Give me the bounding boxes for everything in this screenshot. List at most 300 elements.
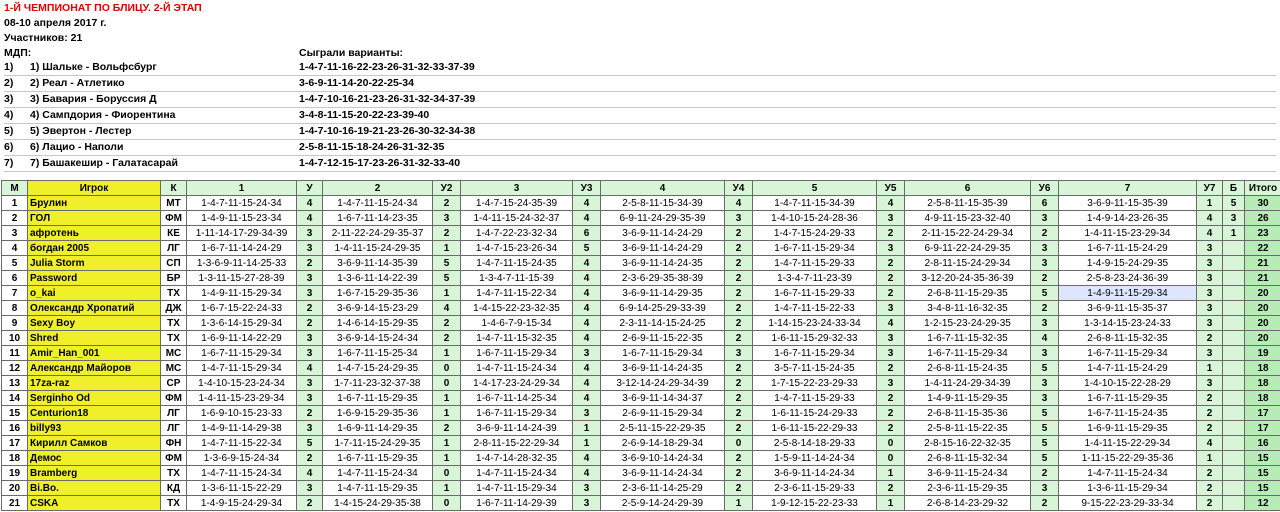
bonus-cell (1223, 331, 1245, 346)
score-cell: 3 (297, 346, 323, 361)
team-code: ТХ (161, 496, 187, 511)
total-cell: 20 (1245, 286, 1280, 301)
score-cell: 2 (725, 451, 753, 466)
variant-cell: 1-4-7-11-15-24-34 (1059, 466, 1197, 481)
col-header-variant-3: 3 (461, 181, 573, 196)
variant-cell: 1-3-4-7-11-23-39 (753, 271, 877, 286)
place-cell: 5 (2, 256, 28, 271)
score-cell: 3 (1197, 241, 1223, 256)
variant-cell: 1-6-7-11-15-25-34 (323, 346, 433, 361)
variant-cell: 1-4-7-15-24-29-35 (323, 361, 433, 376)
score-cell: 4 (1197, 436, 1223, 451)
variant-cell: 3-6-9-11-14-24-39 (461, 421, 573, 436)
variant-cell: 2-3-6-11-15-29-33 (753, 481, 877, 496)
variant-cell: 3-6-9-11-15-35-39 (1059, 196, 1197, 211)
variant-cell: 2-5-8-23-24-36-39 (1059, 271, 1197, 286)
score-cell: 4 (573, 316, 601, 331)
place-cell: 17 (2, 436, 28, 451)
score-cell: 2 (297, 451, 323, 466)
table-row (2, 301, 1280, 316)
score-cell: 3 (297, 391, 323, 406)
variant-cell: 1-4-9-15-24-29-34 (187, 496, 297, 511)
variant-cell: 1-4-9-15-24-29-35 (1059, 256, 1197, 271)
col-header-variant-2: 2 (323, 181, 433, 196)
player-name: Александр Майоров (28, 361, 161, 376)
score-cell: 2 (877, 481, 905, 496)
variant-cell: 1-6-7-11-15-29-34 (461, 406, 573, 421)
score-cell: 5 (1031, 436, 1059, 451)
variant-cell: 1-6-7-11-15-29-35 (1059, 391, 1197, 406)
score-cell: 5 (433, 256, 461, 271)
player-name: Bi.Bo. (28, 481, 161, 496)
match-variants: 1-4-7-12-15-17-23-26-31-32-33-40 (299, 157, 461, 169)
team-code: ТХ (161, 331, 187, 346)
score-cell: 1 (433, 391, 461, 406)
score-cell: 2 (725, 226, 753, 241)
col-header-score-5: У5 (877, 181, 905, 196)
variant-cell: 2-6-8-11-15-32-35 (1059, 331, 1197, 346)
score-cell: 2 (877, 256, 905, 271)
variant-cell: 4-9-11-15-23-32-40 (905, 211, 1031, 226)
score-cell: 5 (1031, 406, 1059, 421)
player-name: Amir_Han_001 (28, 346, 161, 361)
variant-cell: 1-4-7-15-23-26-34 (461, 241, 573, 256)
variant-cell: 1-4-7-14-28-32-35 (461, 451, 573, 466)
match-variants: 1-4-7-10-16-21-23-26-31-32-34-37-39 (299, 93, 476, 105)
score-cell: 2 (725, 271, 753, 286)
place-cell: 16 (2, 421, 28, 436)
player-name: Sexy Boy (28, 316, 161, 331)
variant-cell: 2-3-6-29-35-38-39 (601, 271, 725, 286)
variant-cell: 1-3-6-11-15-29-34 (1059, 481, 1197, 496)
col-header-team: К (161, 181, 187, 196)
score-cell: 2 (433, 331, 461, 346)
match-name: 5) Эвертон - Лестер (30, 125, 132, 137)
score-cell: 2 (297, 301, 323, 316)
player-name: Кирилл Самков (28, 436, 161, 451)
variant-cell: 1-6-11-15-22-29-33 (753, 421, 877, 436)
score-cell: 3 (1197, 301, 1223, 316)
score-cell: 3 (877, 301, 905, 316)
score-cell: 2 (877, 226, 905, 241)
bonus-cell (1223, 376, 1245, 391)
variant-cell: 1-4-7-11-15-22-33 (753, 301, 877, 316)
table-row (2, 376, 1280, 391)
place-cell: 12 (2, 361, 28, 376)
place-cell: 1 (2, 196, 28, 211)
match-number: 4) (4, 109, 14, 121)
score-cell: 3 (1031, 481, 1059, 496)
variant-cell: 1-3-6-11-14-22-39 (323, 271, 433, 286)
player-name: Брулин (28, 196, 161, 211)
variant-cell: 1-11-15-22-29-35-36 (1059, 451, 1197, 466)
variant-cell: 1-4-7-11-15-29-33 (753, 256, 877, 271)
score-cell: 0 (877, 436, 905, 451)
team-code: КД (161, 481, 187, 496)
score-cell: 5 (1031, 421, 1059, 436)
place-cell: 8 (2, 301, 28, 316)
variant-cell: 1-6-7-11-15-29-35 (323, 391, 433, 406)
score-cell: 2 (877, 361, 905, 376)
score-cell: 3 (297, 271, 323, 286)
variant-cell: 1-6-7-11-14-23-35 (323, 211, 433, 226)
team-code: ЛГ (161, 241, 187, 256)
variant-cell: 3-6-9-11-14-24-34 (601, 466, 725, 481)
variant-cell: 1-4-7-15-24-35-39 (461, 196, 573, 211)
score-cell: 4 (573, 451, 601, 466)
table-row (2, 496, 1280, 511)
score-cell: 4 (1197, 211, 1223, 226)
variant-cell: 2-5-8-11-15-35-39 (905, 196, 1031, 211)
variant-cell: 6-9-11-24-29-35-39 (601, 211, 725, 226)
score-cell: 2 (1197, 481, 1223, 496)
place-cell: 2 (2, 211, 28, 226)
variant-cell: 1-5-9-11-14-24-34 (753, 451, 877, 466)
score-cell: 0 (725, 436, 753, 451)
score-cell: 0 (433, 496, 461, 511)
match-list (4, 60, 1276, 172)
table-row (2, 466, 1280, 481)
score-cell: 1 (877, 466, 905, 481)
variant-cell: 1-4-11-15-24-29-35 (323, 241, 433, 256)
variant-cell: 1-6-7-11-15-29-33 (753, 286, 877, 301)
score-cell: 0 (433, 466, 461, 481)
score-cell: 4 (725, 196, 753, 211)
table-row (2, 451, 1280, 466)
variant-cell: 3-5-7-11-15-24-35 (753, 361, 877, 376)
score-cell: 5 (433, 271, 461, 286)
variant-cell: 1-4-7-11-15-29-33 (753, 391, 877, 406)
score-cell: 3 (877, 331, 905, 346)
bonus-cell (1223, 316, 1245, 331)
col-header-score-3: У3 (573, 181, 601, 196)
match-name: 3) Бавария - Боруссия Д (30, 93, 157, 105)
score-cell: 3 (725, 211, 753, 226)
score-cell: 5 (1031, 286, 1059, 301)
score-cell: 3 (725, 346, 753, 361)
bonus-cell (1223, 241, 1245, 256)
player-name: афротень (28, 226, 161, 241)
table-row (2, 286, 1280, 301)
player-name: Centurion18 (28, 406, 161, 421)
score-cell: 4 (433, 301, 461, 316)
variant-cell: 1-4-7-11-15-24-34 (187, 196, 297, 211)
variant-cell: 3-6-9-11-14-24-29 (601, 241, 725, 256)
score-cell: 3 (877, 211, 905, 226)
place-cell: 19 (2, 466, 28, 481)
variant-cell: 2-6-9-11-15-22-35 (601, 331, 725, 346)
variant-cell: 2-8-11-15-22-29-34 (461, 436, 573, 451)
score-cell: 1 (433, 286, 461, 301)
match-number: 7) (4, 157, 14, 169)
bonus-cell (1223, 406, 1245, 421)
match-name: 7) Башакешир - Галатасарай (30, 157, 178, 169)
player-name: Password (28, 271, 161, 286)
col-header-score-1: У (297, 181, 323, 196)
variant-cell: 1-3-14-15-23-24-33 (1059, 316, 1197, 331)
variant-cell: 2-11-15-22-24-29-34 (905, 226, 1031, 241)
score-cell: 5 (297, 436, 323, 451)
col-header-score-7: У7 (1197, 181, 1223, 196)
team-code: МС (161, 361, 187, 376)
variant-cell: 3-6-9-11-14-24-29 (601, 226, 725, 241)
score-cell: 3 (297, 376, 323, 391)
player-name: Демос (28, 451, 161, 466)
match-number: 1) (4, 61, 14, 73)
score-cell: 0 (433, 376, 461, 391)
variant-cell: 1-4-7-11-15-32-35 (461, 331, 573, 346)
total-cell: 17 (1245, 406, 1280, 421)
variant-cell: 3-6-9-14-15-23-29 (323, 301, 433, 316)
score-cell: 4 (573, 286, 601, 301)
score-cell: 4 (573, 376, 601, 391)
match-variants: 2-5-8-11-15-18-24-26-31-32-35 (299, 141, 445, 153)
team-code: ФМ (161, 211, 187, 226)
participants-count: Участников: 21 (4, 32, 83, 44)
table-row (2, 316, 1280, 331)
variant-cell: 1-6-7-15-22-24-33 (187, 301, 297, 316)
score-cell: 2 (877, 421, 905, 436)
score-cell: 2 (877, 286, 905, 301)
variant-cell: 1-4-7-11-15-29-35 (323, 481, 433, 496)
place-cell: 6 (2, 271, 28, 286)
bonus-cell: 5 (1223, 196, 1245, 211)
total-cell: 19 (1245, 346, 1280, 361)
team-code: ТХ (161, 316, 187, 331)
score-cell: 3 (1031, 316, 1059, 331)
table-row (2, 391, 1280, 406)
score-cell: 1 (433, 346, 461, 361)
match-number: 3) (4, 93, 14, 105)
team-code: МС (161, 346, 187, 361)
variant-cell: 1-4-9-11-15-29-35 (905, 391, 1031, 406)
table-header-row (2, 181, 1280, 196)
total-cell: 18 (1245, 391, 1280, 406)
match-variants: 1-4-7-11-16-22-23-26-31-32-33-37-39 (299, 61, 475, 73)
score-cell: 3 (1197, 346, 1223, 361)
variant-cell: 1-4-7-11-15-34-39 (753, 196, 877, 211)
variant-cell: 1-4-10-15-24-28-36 (753, 211, 877, 226)
variant-cell: 3-6-9-11-15-24-34 (905, 466, 1031, 481)
score-cell: 4 (297, 466, 323, 481)
table-row (2, 421, 1280, 436)
variant-cell: 3-6-9-11-14-24-35 (601, 361, 725, 376)
score-cell: 3 (1031, 241, 1059, 256)
col-header-bonus: Б (1223, 181, 1245, 196)
match-number: 5) (4, 125, 14, 137)
variant-cell: 1-6-7-11-15-29-34 (905, 346, 1031, 361)
score-cell: 2 (725, 406, 753, 421)
team-code: КЕ (161, 226, 187, 241)
score-cell: 3 (1197, 316, 1223, 331)
score-cell: 1 (573, 421, 601, 436)
variant-cell: 1-6-9-15-29-35-36 (323, 406, 433, 421)
bonus-cell (1223, 466, 1245, 481)
score-cell: 3 (573, 496, 601, 511)
score-cell: 4 (877, 316, 905, 331)
variant-cell: 1-9-12-15-22-23-33 (753, 496, 877, 511)
variant-cell: 1-4-11-24-29-34-39 (905, 376, 1031, 391)
total-cell: 21 (1245, 256, 1280, 271)
score-cell: 3 (297, 421, 323, 436)
col-header-variant-7: 7 (1059, 181, 1197, 196)
variant-cell: 1-6-7-11-15-29-34 (753, 241, 877, 256)
bonus-cell (1223, 481, 1245, 496)
variant-cell: 1-6-7-11-15-29-34 (1059, 346, 1197, 361)
variant-cell: 1-6-9-10-15-23-33 (187, 406, 297, 421)
team-code: СР (161, 376, 187, 391)
table-row (2, 196, 1280, 211)
player-name: CSKA (28, 496, 161, 511)
bonus-cell (1223, 286, 1245, 301)
score-cell: 3 (1197, 286, 1223, 301)
variant-cell: 1-6-11-15-24-29-33 (753, 406, 877, 421)
col-header-variant-1: 1 (187, 181, 297, 196)
score-cell: 1 (725, 496, 753, 511)
total-cell: 17 (1245, 421, 1280, 436)
score-cell: 2 (1031, 301, 1059, 316)
score-cell: 3 (1197, 271, 1223, 286)
bonus-cell (1223, 391, 1245, 406)
total-cell: 20 (1245, 301, 1280, 316)
player-name: Bramberg (28, 466, 161, 481)
results-body (2, 196, 1280, 511)
event-dates: 08-10 апреля 2017 г. (4, 17, 107, 29)
variant-cell: 1-6-7-11-15-24-35 (1059, 406, 1197, 421)
score-cell: 3 (877, 376, 905, 391)
variant-cell: 1-3-4-7-11-15-39 (461, 271, 573, 286)
score-cell: 2 (1031, 466, 1059, 481)
score-cell: 2 (725, 421, 753, 436)
table-row (2, 406, 1280, 421)
variant-cell: 1-4-7-15-24-29-33 (753, 226, 877, 241)
variant-cell: 1-4-6-7-9-15-34 (461, 316, 573, 331)
table-row (2, 271, 1280, 286)
score-cell: 1 (433, 241, 461, 256)
score-cell: 1 (1197, 196, 1223, 211)
col-header-score-6: У6 (1031, 181, 1059, 196)
score-cell: 3 (877, 346, 905, 361)
variant-cell: 1-6-7-15-29-35-36 (323, 286, 433, 301)
score-cell: 3 (1197, 256, 1223, 271)
variant-cell: 1-6-9-11-14-29-35 (323, 421, 433, 436)
score-cell: 3 (1031, 376, 1059, 391)
table-row (2, 481, 1280, 496)
score-cell: 2 (297, 406, 323, 421)
place-cell: 11 (2, 346, 28, 361)
score-cell: 4 (877, 196, 905, 211)
total-cell: 18 (1245, 376, 1280, 391)
variant-cell: 1-4-7-11-15-24-34 (323, 466, 433, 481)
score-cell: 4 (573, 466, 601, 481)
score-cell: 6 (1031, 196, 1059, 211)
variant-cell: 2-6-8-14-23-29-32 (905, 496, 1031, 511)
place-cell: 18 (2, 451, 28, 466)
col-header-variant-6: 6 (905, 181, 1031, 196)
bonus-cell: 1 (1223, 226, 1245, 241)
place-cell: 10 (2, 331, 28, 346)
score-cell: 2 (725, 481, 753, 496)
score-cell: 1 (433, 406, 461, 421)
variant-cell: 2-8-11-15-24-29-34 (905, 256, 1031, 271)
total-cell: 26 (1245, 211, 1280, 226)
variant-cell: 1-4-7-11-15-29-34 (461, 481, 573, 496)
col-header-place: М (2, 181, 28, 196)
variant-cell: 3-6-9-11-14-29-35 (601, 286, 725, 301)
total-cell: 15 (1245, 481, 1280, 496)
table-row (2, 346, 1280, 361)
score-cell: 2 (725, 466, 753, 481)
score-cell: 2 (725, 361, 753, 376)
variant-cell: 2-5-8-14-18-29-33 (753, 436, 877, 451)
score-cell: 2 (297, 316, 323, 331)
score-cell: 5 (1031, 361, 1059, 376)
place-cell: 15 (2, 406, 28, 421)
score-cell: 2 (725, 391, 753, 406)
variant-cell: 1-6-7-11-15-32-35 (905, 331, 1031, 346)
player-name: Julia Storm (28, 256, 161, 271)
score-cell: 2 (433, 421, 461, 436)
place-cell: 4 (2, 241, 28, 256)
score-cell: 5 (573, 241, 601, 256)
team-code: МТ (161, 196, 187, 211)
variant-cell: 1-3-6-9-15-24-34 (187, 451, 297, 466)
variant-cell: 1-3-6-14-15-29-34 (187, 316, 297, 331)
variant-cell: 2-3-6-11-15-29-35 (905, 481, 1031, 496)
variant-cell: 1-3-6-11-15-22-29 (187, 481, 297, 496)
variant-cell: 3-12-14-24-29-34-39 (601, 376, 725, 391)
table-row (2, 211, 1280, 226)
match-row (4, 92, 1276, 108)
variant-cell: 3-6-9-14-15-24-34 (323, 331, 433, 346)
variant-cell: 2-6-9-14-18-29-34 (601, 436, 725, 451)
score-cell: 3 (1197, 376, 1223, 391)
total-cell: 22 (1245, 241, 1280, 256)
variant-cell: 1-6-11-15-29-32-33 (753, 331, 877, 346)
total-cell: 30 (1245, 196, 1280, 211)
score-cell: 2 (1197, 421, 1223, 436)
score-cell: 2 (433, 316, 461, 331)
variant-cell: 1-7-15-22-23-29-33 (753, 376, 877, 391)
team-code: ТХ (161, 466, 187, 481)
col-header-variant-5: 5 (753, 181, 877, 196)
bonus-cell (1223, 451, 1245, 466)
score-cell: 6 (573, 226, 601, 241)
variant-cell: 6-9-11-22-24-29-35 (905, 241, 1031, 256)
bonus-cell (1223, 271, 1245, 286)
variant-cell: 1-6-7-11-14-25-34 (461, 391, 573, 406)
variant-cell: 1-4-7-11-15-24-34 (323, 196, 433, 211)
place-cell: 3 (2, 226, 28, 241)
variant-cell: 1-3-6-9-11-14-25-33 (187, 256, 297, 271)
match-number: 2) (4, 77, 14, 89)
variant-cell: 1-4-7-11-15-22-34 (461, 286, 573, 301)
variant-cell: 1-7-11-23-32-37-38 (323, 376, 433, 391)
match-name: 4) Сампдория - Фиорентина (30, 109, 176, 121)
variant-cell: 1-4-15-22-23-32-35 (461, 301, 573, 316)
score-cell: 1 (433, 436, 461, 451)
place-cell: 7 (2, 286, 28, 301)
score-cell: 4 (573, 196, 601, 211)
variant-cell: 1-2-15-23-24-29-35 (905, 316, 1031, 331)
match-variants: 3-4-8-11-15-20-22-23-39-40 (299, 109, 430, 121)
page-title: 1-Й ЧЕМПИОНАТ ПО БЛИЦУ. 2-Й ЭТАП (4, 2, 202, 14)
variant-cell: 1-4-7-11-15-22-34 (187, 436, 297, 451)
team-code: ФН (161, 436, 187, 451)
variant-cell: 3-6-9-11-14-24-34 (753, 466, 877, 481)
variant-cell: 2-6-8-11-15-35-36 (905, 406, 1031, 421)
variant-cell: 3-12-20-24-35-36-39 (905, 271, 1031, 286)
